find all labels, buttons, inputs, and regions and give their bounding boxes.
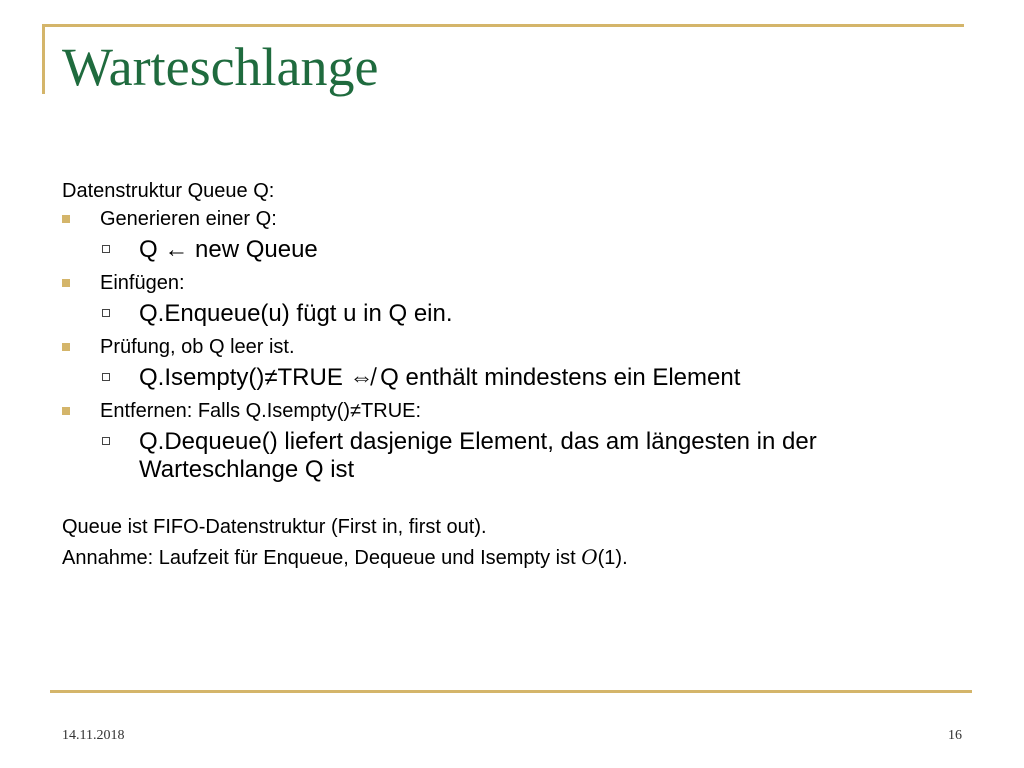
spacer [62,488,982,512]
big-o-symbol: O [581,545,598,569]
frame-bottom-line [50,690,972,693]
hollow-square-bullet-icon [102,245,110,253]
bullet-label: Prüfung, ob Q leer ist. [100,336,295,358]
footer-date: 14.11.2018 [62,728,125,743]
hollow-square-bullet-icon [102,373,110,381]
sub-item-generate [62,236,982,264]
slide-title: Warteschlange [62,37,379,97]
bullet-item-insert [62,268,982,298]
fifo-note: Queue ist FIFO-Datenstruktur (First in, first out). [62,516,487,538]
sub-item-text: Q.Dequeue() liefert dasjenige Element, das am längesten in der Warteschlange Q ist [139,428,817,483]
bullet-label: Einfügen: [100,272,185,294]
runtime-note-prefix: Annahme: Laufzeit für Enqueue, Dequeue und Isempty ist [62,547,582,569]
bullet-label: Generieren einer Q: [100,208,277,230]
frame-left-line [42,24,45,94]
square-bullet-icon [62,343,70,351]
hollow-square-bullet-icon [102,437,110,445]
hollow-square-bullet-icon [102,309,110,317]
bullet-item-generate [62,204,982,234]
sub-item-text: Q.Isempty()≠TRUE ⇎ Q enthält mindestens ein Element [139,364,741,391]
bullet-item-check [62,332,982,362]
bullet-item-remove [62,396,982,426]
frame-top-line [42,24,964,27]
bullet-label: Entfernen: Falls Q.Isempty()≠TRUE: [100,400,422,422]
sub-item-remove [62,428,982,484]
runtime-note-suffix: (1). [597,547,628,569]
square-bullet-icon [62,407,70,415]
sub-item-text: Q ← new Queue [139,236,318,263]
slide-body [62,178,982,573]
sub-item-insert [62,300,982,328]
runtime-note [62,542,982,573]
page-number: 16 [948,728,962,743]
intro-text: Datenstruktur Queue Q: [62,180,275,202]
sub-item-text: Q.Enqueue(u) fügt u in Q ein. [139,300,453,327]
square-bullet-icon [62,215,70,223]
sub-item-check [62,364,982,392]
square-bullet-icon [62,279,70,287]
